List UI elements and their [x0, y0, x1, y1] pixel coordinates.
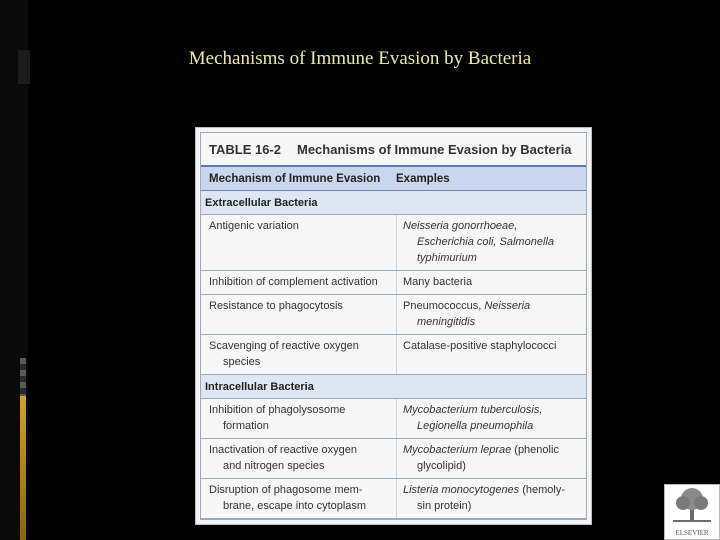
examples-cell: Many bacteria: [396, 271, 586, 294]
table-header-row: [201, 167, 586, 191]
left-decor-bar-gold: [20, 396, 26, 540]
table-row: [201, 479, 586, 519]
table: [200, 132, 587, 520]
table-body: [201, 191, 586, 519]
mechanism-cell: Scavenging of reactive oxygen species: [209, 340, 359, 368]
examples-cell: Mycobacterium leprae (phenolic glycolipid): [396, 439, 586, 478]
mechanism-cell: Disruption of phagosome mem- brane, escape into cytoplasm: [209, 484, 367, 512]
left-decor-bar-gray: [20, 358, 26, 396]
header-mechanism: Mechanism of Immune Evasion: [209, 172, 381, 185]
table-row: [201, 399, 586, 439]
table-section-header: Intracellular Bacteria: [201, 375, 586, 399]
side-marker: [18, 50, 30, 84]
table-row: [201, 215, 586, 271]
examples-cell: Pneumococcus, Neisseria meningitidis: [396, 295, 586, 334]
examples-cell: Mycobacterium tuberculosis, Legionella pneumophila: [396, 399, 586, 438]
logo-text: ELSEVIER: [675, 529, 709, 537]
mechanism-cell: Inhibition of phagolysosome formation: [209, 404, 346, 432]
table-row: [201, 271, 586, 295]
table-row: [201, 439, 586, 479]
table-row: [201, 335, 586, 375]
mechanism-cell: Resistance to phagocytosis: [209, 300, 343, 312]
tree-icon: [665, 485, 719, 525]
table-title: Mechanisms of Immune Evasion by Bacteria: [297, 141, 572, 157]
table-image: [195, 127, 592, 525]
mechanism-cell: Antigenic variation: [209, 220, 299, 232]
examples-cell: Neisseria gonorrhoeae, Escherichia coli, Salmonella typhimurium: [396, 215, 586, 270]
examples-cell: Listeria monocytogenes (hemoly- sin protein): [396, 479, 586, 518]
table-section-header: Extracellular Bacteria: [201, 191, 586, 215]
table-number: TABLE 16-2: [209, 141, 281, 157]
header-examples: Examples: [396, 172, 450, 185]
mechanism-cell: Inactivation of reactive oxygen and nitrogen species: [209, 444, 357, 472]
slide-title: Mechanisms of Immune Evasion by Bacteria: [188, 48, 532, 69]
table-title-bar: [201, 133, 586, 167]
examples-cell: Catalase-positive staphylococci: [396, 335, 586, 374]
publisher-logo: [664, 484, 720, 540]
mechanism-cell: Inhibition of complement activation: [209, 276, 378, 288]
table-row: [201, 295, 586, 335]
